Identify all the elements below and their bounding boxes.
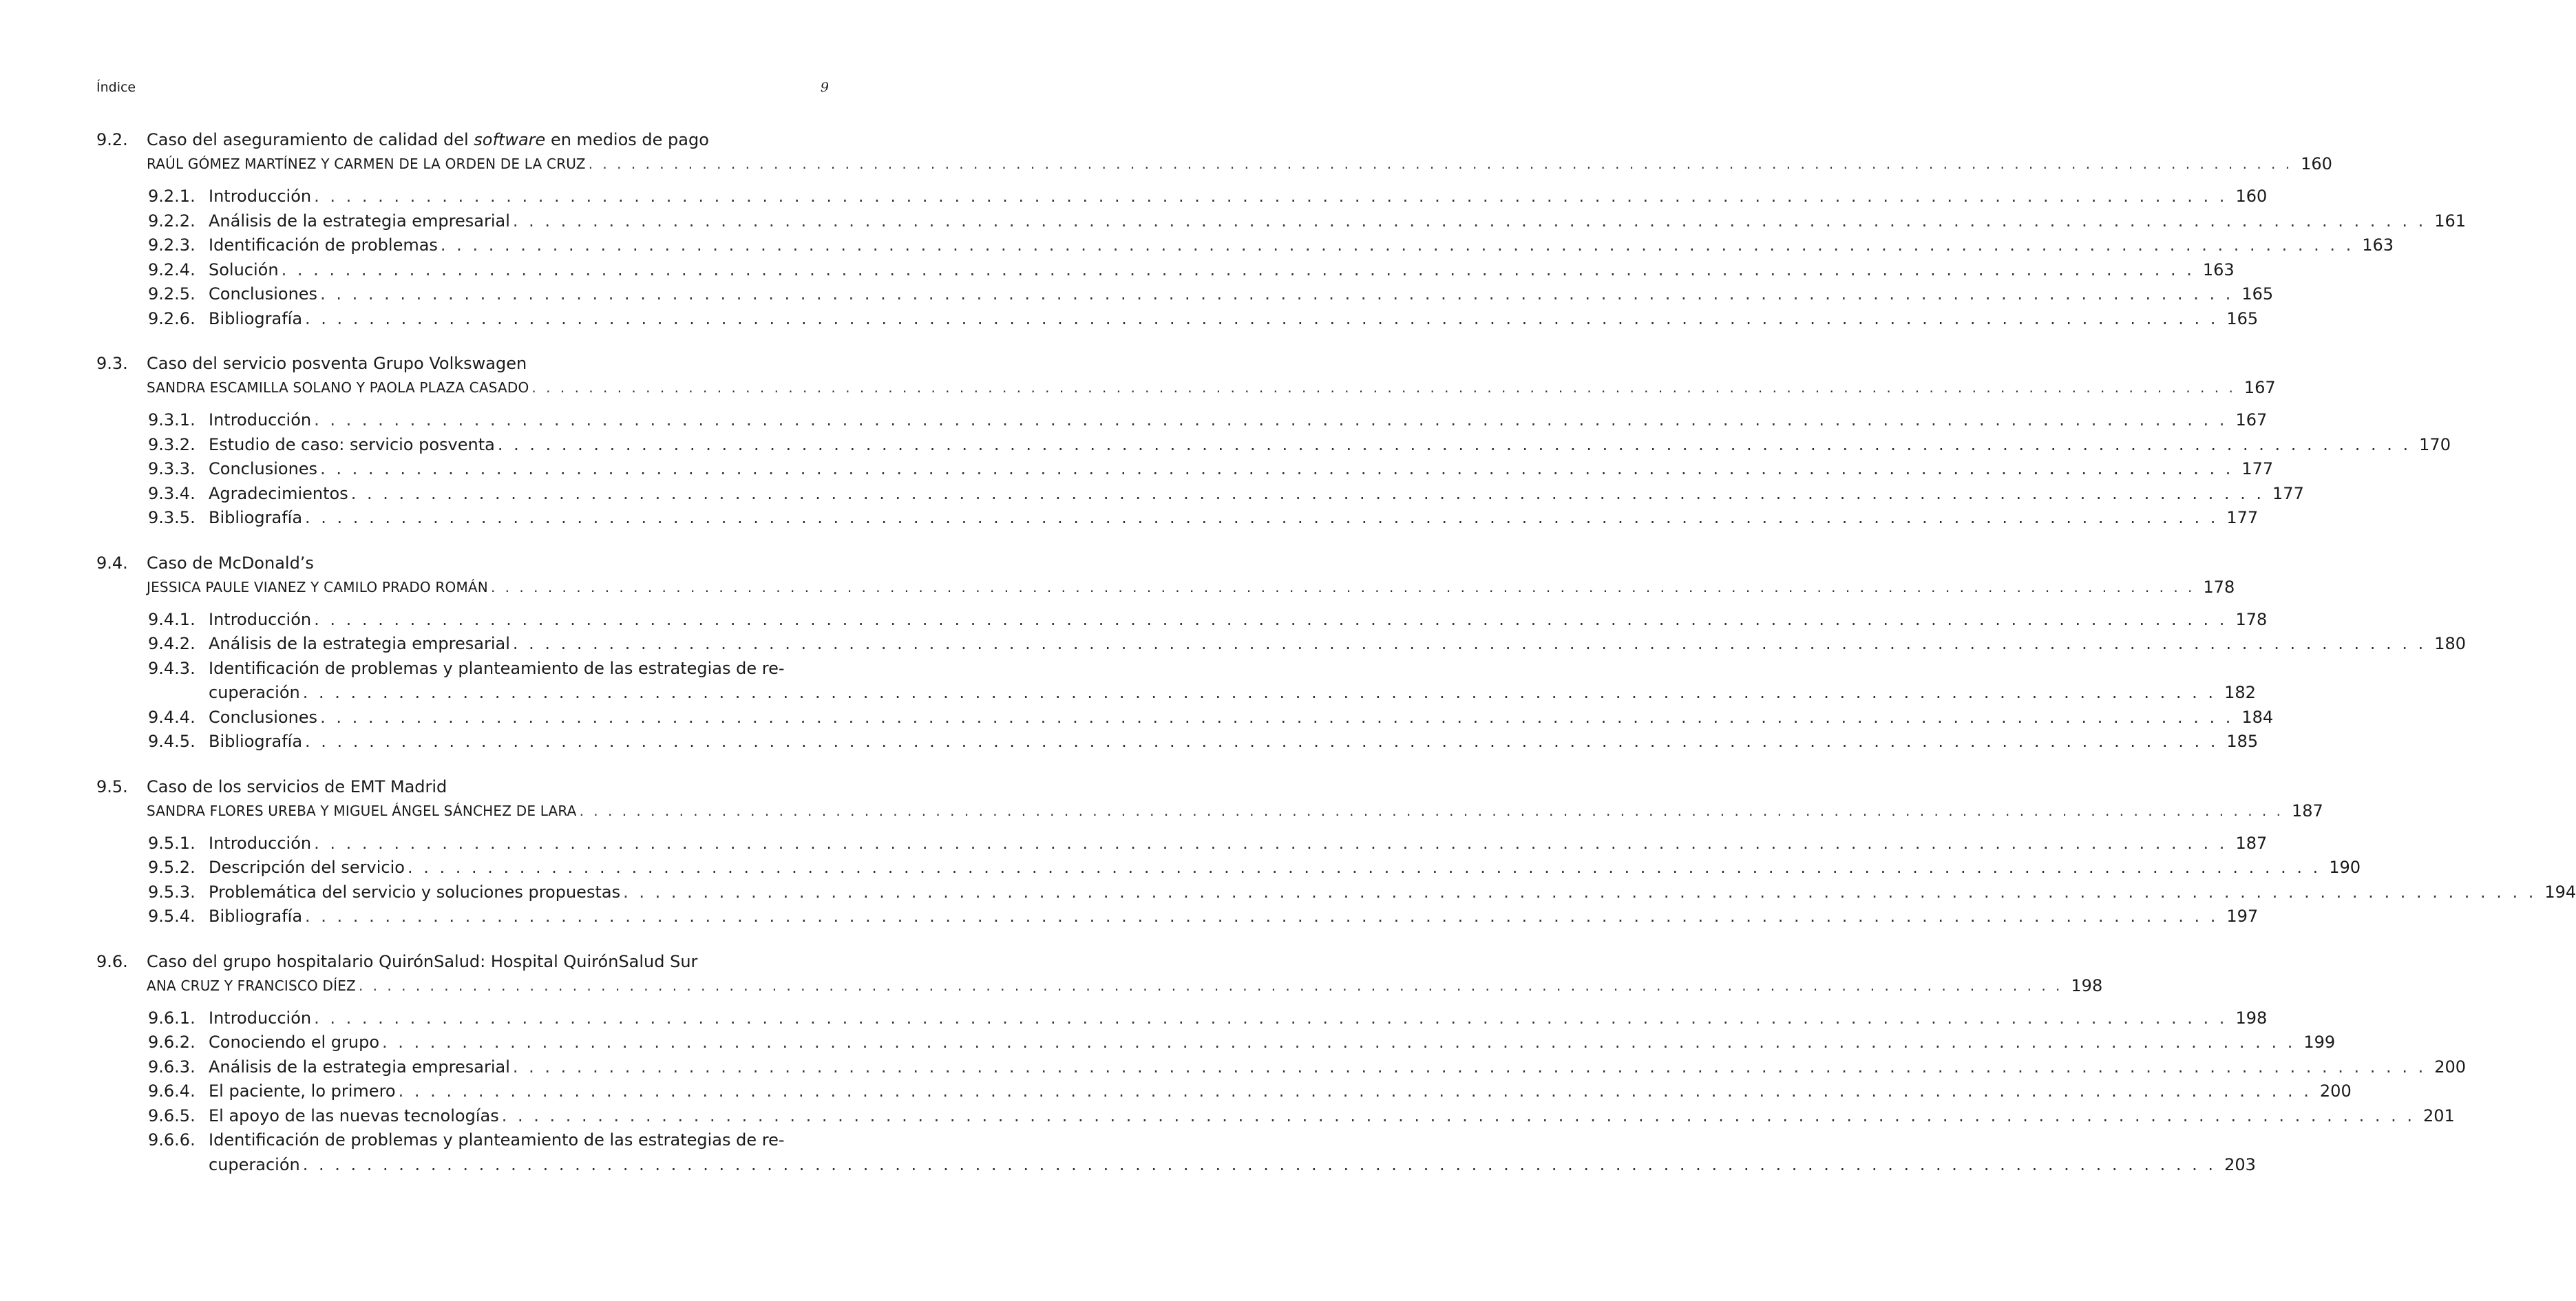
section-page-number: 167 [2244,378,2276,397]
entry-number: 9.2.2. [148,211,196,231]
dot-leader: . . . . . . . . . . . . . . . . . . . . . . . . . . . . . . . . . . . . . . . . . . . . . . . . . . . . . . . . . . . . . . . . . . . . . . . . . . . . . . . . . . . . . . . . . . . . . . . . . . . . . . . . . . . . . . . . . . . . . . . . [320,459,2234,478]
section-title[interactable] [147,352,527,376]
section-page-number: 187 [2292,801,2323,821]
author-line-row [96,799,2323,823]
entry-body [209,1006,2268,1031]
entry-title: Conociendo el grupo [209,1033,380,1052]
entry-page-number: 177 [2272,483,2304,503]
entry-body [209,1104,2455,1129]
entry-number: 9.2.4. [148,260,196,279]
entry-number: 9.3.2. [148,434,196,454]
entry-page-number: 178 [2235,609,2268,629]
author-entry[interactable] [147,575,2235,600]
entry-body [209,632,2467,657]
entry-body [209,856,2361,880]
toc-entry[interactable] [96,482,2304,507]
toc-entry[interactable] [96,184,2268,209]
entry-number: 9.4.3. [148,658,196,678]
toc-entry[interactable] [96,1079,2352,1104]
entry-page-number: 177 [2226,508,2259,527]
dot-leader: . . . . . . . . . . . . . . . . . . . . . . . . . . . . . . . . . . . . . . . . . . . . . . . . . . . . . . . . . . . . . . . . . . . . . . . . . . . . . . . . . . . . . . . . . . . . . . . . . . . . . . . . . . . . . . . . . . . . . . . . [305,308,2219,328]
entry-title: Bibliografía [209,508,303,527]
entry-number: 9.3.3. [148,459,196,478]
dot-leader: . . . . . . . . . . . . . . . . . . . . . . . . . . . . . . . . . . . . . . . . . . . . . . . . . . . . . . . . . . . . . . . . . . . . . . . . . . . . . . . . . . . . . . . . . . . . . . . . . . . . . . . . . . . . . . . . . . . . . . . . [623,882,2537,902]
entry-number: 9.2.1. [148,187,196,206]
section-number: 9.4. [96,553,128,573]
toc-entry[interactable] [96,832,2268,856]
section-title[interactable] [147,950,697,974]
toc-entry[interactable] [96,1128,829,1153]
entry-page-number: 177 [2241,459,2274,478]
author-entry[interactable] [147,974,2103,998]
entry-title: Identificación de problemas y planteamiento de las estrategias de re- [209,658,785,678]
dot-leader: . . . . . . . . . . . . . . . . . . . . . . . . . . . . . . . . . . . . . . . . . . . . . . . . . . . . . . . . . . . . . . . . . . . . . . . . . . . . . . . . . . . . . . . . . . . . . . . . . . . . . . . . . . . . . . . . . . . . . . . . [490,578,2195,595]
entry-body [209,1079,2352,1104]
section-spacer [96,400,829,408]
entry-page-number: 197 [2226,907,2259,926]
section-authors: JESSICA PAULE VIANEZ Y CAMILO PRADO ROMÁN [147,578,488,595]
section-spacer [96,823,829,832]
entry-title: Análisis de la estrategia empresarial [209,634,510,653]
entry-title: Problemática del servicio y soluciones propuestas [209,882,621,902]
dot-leader: . . . . . . . . . . . . . . . . . . . . . . . . . . . . . . . . . . . . . . . . . . . . . . . . . . . . . . . . . . . . . . . . . . . . . . . . . . . . . . . . . . . . . . . . . . . . . . . . . . . . . . . . . . . . . . . . . . . . . . . . [579,802,2283,819]
entry-title: Conclusiones [209,459,318,478]
entry-body [209,1055,2467,1080]
entry-page-number: 163 [2202,260,2235,279]
toc-entry[interactable] [96,632,2467,657]
entry-page-number: 185 [2226,732,2259,751]
dot-leader: . . . . . . . . . . . . . . . . . . . . . . . . . . . . . . . . . . . . . . . . . . . . . . . . . . . . . . . . . . . . . . . . . . . . . . . . . . . . . . . . . . . . . . . . . . . . . . . . . . . . . . . . . . . . . . . . . . . . . . . . [497,434,2411,454]
entry-body [209,905,2259,929]
dot-leader: . . . . . . . . . . . . . . . . . . . . . . . . . . . . . . . . . . . . . . . . . . . . . . . . . . . . . . . . . . . . . . . . . . . . . . . . . . . . . . . . . . . . . . . . . . . . . . . . . . . . . . . . . . . . . . . . . . . . . . . . [512,1057,2427,1077]
dot-leader: . . . . . . . . . . . . . . . . . . . . . . . . . . . . . . . . . . . . . . . . . . . . . . . . . . . . . . . . . . . . . . . . . . . . . . . . . . . . . . . . . . . . . . . . . . . . . . . . . . . . . . . . . . . . . . . . . . . . . . . . [314,410,2228,430]
section-number: 9.5. [96,776,128,796]
entry-body [209,657,829,681]
entry-title: Descripción del servicio [209,858,405,877]
toc-entry[interactable] [96,433,2451,458]
dot-leader: . . . . . . . . . . . . . . . . . . . . . . . . . . . . . . . . . . . . . . . . . . . . . . . . . . . . . . . . . . . . . . . . . . . . . . . . . . . . . . . . . . . . . . . . . . . . . . . . . . . . . . . . . . . . . . . . . . . . . . . . [305,732,2219,751]
section-authors: SANDRA ESCAMILLA SOLANO Y PAOLA PLAZA CASADO [147,379,529,396]
entry-title: El paciente, lo primero [209,1081,396,1101]
entry-number: 9.4.4. [148,707,196,727]
dot-leader: . . . . . . . . . . . . . . . . . . . . . . . . . . . . . . . . . . . . . . . . . . . . . . . . . . . . . . . . . . . . . . . . . . . . . . . . . . . . . . . . . . . . . . . . . . . . . . . . . . . . . . . . . . . . . . . . . . . . . . . . [314,609,2228,629]
entry-number: 9.6.1. [148,1008,196,1028]
section-title[interactable] [147,551,314,575]
section-spacer [96,600,829,608]
toc-entry[interactable] [96,1006,2268,1031]
entry-number: 9.6.4. [148,1081,196,1101]
entry-title: Introducción [209,1008,312,1028]
entry-page-number: 160 [2235,187,2268,206]
entry-body [209,1128,829,1153]
table-of-contents [96,128,2576,1198]
entry-page-number: 190 [2329,858,2361,877]
entry-page-number: 167 [2235,410,2268,430]
entry-title: Conclusiones [209,284,318,304]
entry-number: 9.5.4. [148,907,196,926]
entry-number: 9.3.5. [148,508,196,527]
section-authors: ANA CRUZ Y FRANCISCO DÍEZ [147,977,356,994]
dot-leader: . . . . . . . . . . . . . . . . . . . . . . . . . . . . . . . . . . . . . . . . . . . . . . . . . . . . . . . . . . . . . . . . . . . . . . . . . . . . . . . . . . . . . . . . . . . . . . . . . . . . . . . . . . . . . . . . . . . . . . . . [305,508,2219,527]
entry-number: 9.6.3. [148,1057,196,1077]
section-title-line [96,551,829,575]
entry-page-number: 180 [2434,634,2467,653]
toc-entry[interactable] [96,209,2467,234]
section-title-line [96,950,829,974]
section-title-line [96,128,829,152]
entry-page-number: 194 [2544,882,2576,902]
toc-section [96,128,2467,331]
dot-leader: . . . . . . . . . . . . . . . . . . . . . . . . . . . . . . . . . . . . . . . . . . . . . . . . . . . . . . . . . . . . . . . . . . . . . . . . . . . . . . . . . . . . . . . . . . . . . . . . . . . . . . . . . . . . . . . . . . . . . . . . [320,707,2234,727]
entry-number: 9.2.6. [148,308,196,328]
entry-title: Introducción [209,833,312,853]
entry-body [209,1030,2336,1055]
entry-body [209,706,2274,730]
entry-title: Agradecimientos [209,483,348,503]
author-line-row [96,575,2235,600]
entry-page-number: 203 [2224,1154,2256,1174]
section-title-line [96,775,829,799]
toc-entry[interactable] [96,457,2274,482]
toc-entry[interactable] [96,856,2361,880]
entry-number: 9.3.1. [148,410,196,430]
entry-page-number: 201 [2423,1106,2455,1125]
section-spacer [96,176,829,184]
section-title[interactable] [147,775,447,799]
dot-leader: . . . . . . . . . . . . . . . . . . . . . . . . . . . . . . . . . . . . . . . . . . . . . . . . . . . . . . . . . . . . . . . . . . . . . . . . . . . . . . . . . . . . . . . . . . . . . . . . . . . . . . . . . . . . . . . . . . . . . . . . [382,1033,2296,1052]
dot-leader: . . . . . . . . . . . . . . . . . . . . . . . . . . . . . . . . . . . . . . . . . . . . . . . . . . . . . . . . . . . . . . . . . . . . . . . . . . . . . . . . . . . . . . . . . . . . . . . . . . . . . . . . . . . . . . . . . . . . . . . . [512,634,2427,653]
author-entry[interactable] [147,152,2332,176]
toc-entry[interactable] [96,905,2259,929]
running-head-title: Índice [96,80,136,95]
entry-page-number: 165 [2226,308,2259,328]
entry-title: Introducción [209,187,312,206]
section-title[interactable] [147,128,709,152]
section-title-emphasis: software [474,130,546,149]
entry-page-number: 199 [2303,1033,2336,1052]
entry-title: Identificación de problemas [209,235,438,255]
entry-title: Estudio de caso: servicio posventa [209,434,495,454]
entry-body [209,433,2451,458]
entry-number: 9.6.2. [148,1033,196,1052]
dot-leader: . . . . . . . . . . . . . . . . . . . . . . . . . . . . . . . . . . . . . . . . . . . . . . . . . . . . . . . . . . . . . . . . . . . . . . . . . . . . . . . . . . . . . . . . . . . . . . . . . . . . . . . . . . . . . . . . . . . . . . . . [320,284,2234,304]
section-spacer [96,998,829,1006]
dot-leader: . . . . . . . . . . . . . . . . . . . . . . . . . . . . . . . . . . . . . . . . . . . . . . . . . . . . . . . . . . . . . . . . . . . . . . . . . . . . . . . . . . . . . . . . . . . . . . . . . . . . . . . . . . . . . . . . . . . . . . . . [398,1081,2312,1101]
toc-entry[interactable] [96,307,2259,332]
toc-entry[interactable] [96,506,2259,531]
entry-title: Bibliografía [209,732,303,751]
author-line-row [96,376,2276,400]
dot-leader: . . . . . . . . . . . . . . . . . . . . . . . . . . . . . . . . . . . . . . . . . . . . . . . . . . . . . . . . . . . . . . . . . . . . . . . . . . . . . . . . . . . . . . . . . . . . . . . . . . . . . . . . . . . . . . . . . . . . . . . . [440,235,2354,255]
entry-page-number: 163 [2362,235,2394,255]
section-number: 9.2. [96,130,128,149]
entry-body [209,282,2274,307]
entry-number: 9.4.5. [148,732,196,751]
toc-section [96,551,2467,754]
toc-entry[interactable] [96,657,829,681]
section-page-number: 178 [2203,577,2235,597]
toc-entry[interactable] [96,1030,2336,1055]
toc-entry-continuation[interactable] [96,681,2256,706]
section-number: 9.6. [96,951,128,971]
entry-number: 9.4.1. [148,609,196,629]
author-entry[interactable] [147,376,2276,400]
entry-title: Conclusiones [209,707,318,727]
entry-number: 9.5.3. [148,882,196,902]
entry-page-number: 200 [2434,1057,2467,1077]
section-title-text: Caso del aseguramiento de calidad del [147,130,474,149]
entry-body [209,681,2256,706]
entry-title: Bibliografía [209,907,303,926]
page-number: 9 [820,80,829,95]
dot-leader: . . . . . . . . . . . . . . . . . . . . . . . . . . . . . . . . . . . . . . . . . . . . . . . . . . . . . . . . . . . . . . . . . . . . . . . . . . . . . . . . . . . . . . . . . . . . . . . . . . . . . . . . . . . . . . . . . . . . . . . . [407,858,2321,877]
section-authors: RAÚL GÓMEZ MARTÍNEZ Y CARMEN DE LA ORDEN DE LA CRUZ [147,156,586,172]
entry-page-number: 161 [2434,211,2467,231]
toc-entry[interactable] [96,706,2274,730]
section-page-number: 160 [2301,154,2332,173]
section-title-text: Caso de McDonald’s [147,553,314,573]
entry-body [209,258,2235,283]
dot-leader: . . . . . . . . . . . . . . . . . . . . . . . . . . . . . . . . . . . . . . . . . . . . . . . . . . . . . . . . . . . . . . . . . . . . . . . . . . . . . . . . . . . . . . . . . . . . . . . . . . . . . . . . . . . . . . . . . . . . . . . . [302,683,2217,702]
entry-number: 9.6.5. [148,1106,196,1125]
author-line-row [96,152,2332,176]
toc-section [96,352,2451,531]
section-title-text: Caso de los servicios de EMT Madrid [147,776,447,796]
entry-title: Bibliografía [209,308,303,328]
section-title-text: Caso del servicio posventa Grupo Volkswagen [147,354,527,373]
entry-title: Introducción [209,609,312,629]
entry-body [209,184,2268,209]
dot-leader: . . . . . . . . . . . . . . . . . . . . . . . . . . . . . . . . . . . . . . . . . . . . . . . . . . . . . . . . . . . . . . . . . . . . . . . . . . . . . . . . . . . . . . . . . . . . . . . . . . . . . . . . . . . . . . . . . . . . . . . . [588,156,2293,172]
dot-leader: . . . . . . . . . . . . . . . . . . . . . . . . . . . . . . . . . . . . . . . . . . . . . . . . . . . . . . . . . . . . . . . . . . . . . . . . . . . . . . . . . . . . . . . . . . . . . . . . . . . . . . . . . . . . . . . . . . . . . . . . [281,260,2195,279]
entry-page-number: 184 [2241,707,2274,727]
author-line-row [96,974,2103,998]
dot-leader: . . . . . . . . . . . . . . . . . . . . . . . . . . . . . . . . . . . . . . . . . . . . . . . . . . . . . . . . . . . . . . . . . . . . . . . . . . . . . . . . . . . . . . . . . . . . . . . . . . . . . . . . . . . . . . . . . . . . . . . . [501,1106,2416,1125]
dot-leader: . . . . . . . . . . . . . . . . . . . . . . . . . . . . . . . . . . . . . . . . . . . . . . . . . . . . . . . . . . . . . . . . . . . . . . . . . . . . . . . . . . . . . . . . . . . . . . . . . . . . . . . . . . . . . . . . . . . . . . . . [512,211,2427,231]
toc-entry-continuation[interactable] [96,1153,2256,1178]
entry-number: 9.5.1. [148,833,196,853]
dot-leader: . . . . . . . . . . . . . . . . . . . . . . . . . . . . . . . . . . . . . . . . . . . . . . . . . . . . . . . . . . . . . . . . . . . . . . . . . . . . . . . . . . . . . . . . . . . . . . . . . . . . . . . . . . . . . . . . . . . . . . . . [305,907,2219,926]
entry-title-continuation: cuperación [209,683,300,702]
entry-body [209,482,2304,507]
entry-page-number: 182 [2224,683,2256,702]
entry-body [209,832,2268,856]
entry-page-number: 187 [2235,833,2268,853]
entry-page-number: 170 [2419,434,2451,454]
entry-title: Introducción [209,410,312,430]
entry-number: 9.4.2. [148,634,196,653]
entry-body [209,457,2274,482]
dot-leader: . . . . . . . . . . . . . . . . . . . . . . . . . . . . . . . . . . . . . . . . . . . . . . . . . . . . . . . . . . . . . . . . . . . . . . . . . . . . . . . . . . . . . . . . . . . . . . . . . . . . . . . . . . . . . . . . . . . . . . . . [531,379,2236,396]
entry-body [209,730,2259,754]
dot-leader: . . . . . . . . . . . . . . . . . . . . . . . . . . . . . . . . . . . . . . . . . . . . . . . . . . . . . . . . . . . . . . . . . . . . . . . . . . . . . . . . . . . . . . . . . . . . . . . . . . . . . . . . . . . . . . . . . . . . . . . . [350,483,2265,503]
toc-entry[interactable] [96,408,2268,433]
entry-body [209,506,2259,531]
dot-leader: . . . . . . . . . . . . . . . . . . . . . . . . . . . . . . . . . . . . . . . . . . . . . . . . . . . . . . . . . . . . . . . . . . . . . . . . . . . . . . . . . . . . . . . . . . . . . . . . . . . . . . . . . . . . . . . . . . . . . . . . [358,977,2063,994]
entry-page-number: 198 [2235,1008,2268,1028]
entry-body [209,880,2576,905]
dot-leader: . . . . . . . . . . . . . . . . . . . . . . . . . . . . . . . . . . . . . . . . . . . . . . . . . . . . . . . . . . . . . . . . . . . . . . . . . . . . . . . . . . . . . . . . . . . . . . . . . . . . . . . . . . . . . . . . . . . . . . . . [314,833,2228,853]
entry-number: 9.3.4. [148,483,196,503]
dot-leader: . . . . . . . . . . . . . . . . . . . . . . . . . . . . . . . . . . . . . . . . . . . . . . . . . . . . . . . . . . . . . . . . . . . . . . . . . . . . . . . . . . . . . . . . . . . . . . . . . . . . . . . . . . . . . . . . . . . . . . . . [314,1008,2228,1028]
toc-entry[interactable] [96,730,2259,754]
entry-number: 9.2.3. [148,235,196,255]
entry-number: 9.2.5. [148,284,196,304]
entry-page-number: 165 [2241,284,2274,304]
toc-entry[interactable] [96,608,2268,633]
toc-section [96,950,2467,1178]
entry-title: Solución [209,260,279,279]
section-authors: SANDRA FLORES UREBA Y MIGUEL ÁNGEL SÁNCHEZ DE LARA [147,802,577,819]
entry-body [209,1153,2256,1178]
section-number: 9.3. [96,354,128,373]
entry-number: 9.5.2. [148,858,196,877]
entry-title: El apoyo de las nuevas tecnologías [209,1106,499,1125]
entry-number: 9.6.6. [148,1130,196,1150]
toc-entry[interactable] [96,1104,2455,1129]
entry-body [209,608,2268,633]
section-title-line [96,352,829,376]
toc-section [96,775,2576,929]
toc-entry[interactable] [96,233,2394,258]
section-title-text-end: en medios de pago [545,130,709,149]
toc-entry[interactable] [96,1055,2467,1080]
entry-title: Análisis de la estrategia empresarial [209,1057,510,1077]
entry-body [209,209,2467,234]
entry-title-continuation: cuperación [209,1154,300,1174]
toc-entry[interactable] [96,258,2235,283]
dot-leader: . . . . . . . . . . . . . . . . . . . . . . . . . . . . . . . . . . . . . . . . . . . . . . . . . . . . . . . . . . . . . . . . . . . . . . . . . . . . . . . . . . . . . . . . . . . . . . . . . . . . . . . . . . . . . . . . . . . . . . . . [302,1154,2217,1174]
entry-body [209,408,2268,433]
entry-title: Análisis de la estrategia empresarial [209,211,510,231]
dot-leader: . . . . . . . . . . . . . . . . . . . . . . . . . . . . . . . . . . . . . . . . . . . . . . . . . . . . . . . . . . . . . . . . . . . . . . . . . . . . . . . . . . . . . . . . . . . . . . . . . . . . . . . . . . . . . . . . . . . . . . . . [314,187,2228,206]
section-page-number: 198 [2071,975,2103,995]
entry-title: Identificación de problemas y planteamiento de las estrategias de re- [209,1130,785,1150]
toc-entry[interactable] [96,282,2274,307]
toc-entry[interactable] [96,880,2576,905]
section-title-text: Caso del grupo hospitalario QuirónSalud: Hospital QuirónSalud Sur [147,951,698,971]
entry-body [209,307,2259,332]
entry-body [209,233,2394,258]
author-entry[interactable] [147,799,2323,823]
entry-page-number: 200 [2319,1081,2352,1101]
